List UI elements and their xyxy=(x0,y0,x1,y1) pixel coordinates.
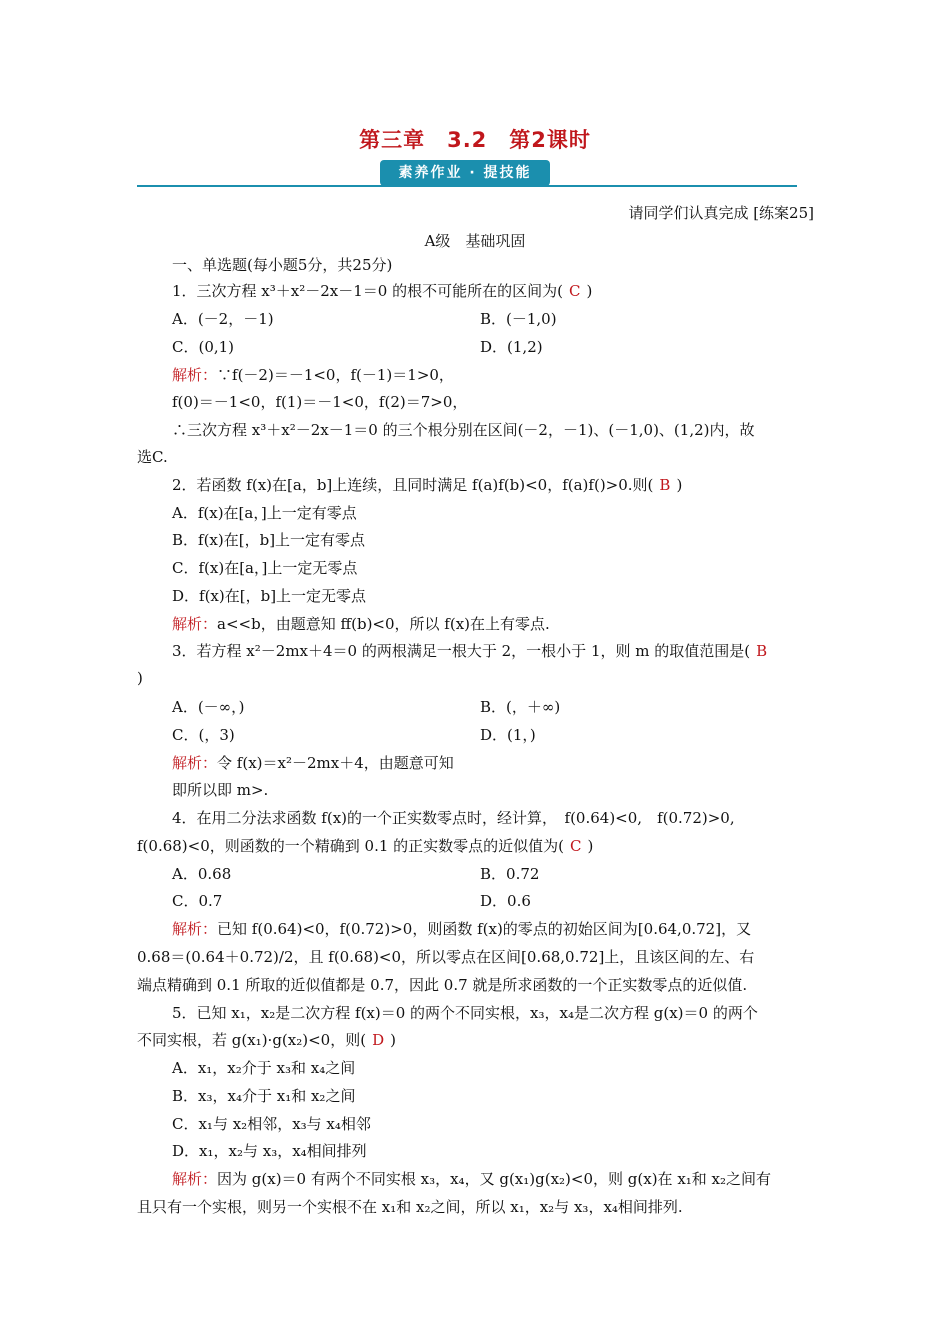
question-3-explanation: 解析：令 f(x)＝x²－2mx＋4，由题意可知 xyxy=(172,754,454,772)
question-4-explanation-line: 0.68＝(0.64＋0.72)/2，且 f(0.68)<0，所以零点在区间[0.68,0.72]上，且该区间的左、右 xyxy=(137,948,755,966)
question-3-option-a: A．(－∞，) xyxy=(172,698,245,716)
explanation-label: 解析： xyxy=(172,615,218,633)
question-4-option-d: D．0.6 xyxy=(480,892,531,910)
question-5-option-a: A．x₁，x₂介于 x₃和 x₄之间 xyxy=(172,1059,356,1077)
question-2-option-a: A．f(x)在[a，]上一定有零点 xyxy=(172,504,357,522)
explanation-label: 解析： xyxy=(172,754,218,772)
header-divider xyxy=(137,185,797,187)
question-3-stem: 3．若方程 x²－2mx＋4＝0 的两根满足一根大于 2，一根小于 1，则 m 的取值范围是( B xyxy=(172,641,773,661)
question-5-option-d: D．x₁，x₂与 x₃，x₄相间排列 xyxy=(172,1142,367,1160)
question-2-option-d: D．f(x)在[，b]上一定无零点 xyxy=(172,587,367,605)
page-title: 第三章 3.2 第2课时 xyxy=(359,128,591,152)
question-2-option-b: B．f(x)在[，b]上一定有零点 xyxy=(172,531,366,549)
question-1-explanation-line: ∴三次方程 x³＋x²－2x－1＝0 的三个根分别在区间(－2，－1)、(－1,0)、(1,2)内，故 xyxy=(172,421,755,439)
question-2-stem: 2．若函数 f(x)在[a，b]上连续，且同时满足 f(a)f(b)<0，f(a)f()>0.则( B ) xyxy=(172,476,683,494)
question-4-stem: 4．在用二分法求函数 f(x)的一个正实数零点时，经计算， f(0.64)<0, f(0.72)>0, xyxy=(172,809,735,827)
explanation-label: 解析： xyxy=(172,1170,218,1188)
question-4-explanation: 解析：已知 f(0.64)<0，f(0.72)>0，则函数 f(x)的零点的初始区间为[0.64,0.72]，又 xyxy=(172,920,752,938)
question-5-option-c: C．x₁与 x₂相邻，x₃与 x₄相邻 xyxy=(172,1115,371,1133)
question-4-stem-line: f(0.68)<0，则函数的一个精确到 0.1 的正实数零点的近似值为( C ) xyxy=(137,837,594,855)
question-3-answer: B xyxy=(756,642,768,660)
question-1-explanation-line: 选C. xyxy=(137,448,168,466)
explanation-label: 解析： xyxy=(172,366,218,384)
question-4-option-b: B．0.72 xyxy=(480,865,540,883)
question-5-explanation-line: 且只有一个实根，则另一个实根不在 x₁和 x₂之间，所以 x₁，x₂与 x₃，x₄相间排列. xyxy=(137,1198,683,1216)
question-5-stem-line: 不同实根，若 g(x₁)·g(x₂)<0，则( D ) xyxy=(137,1031,396,1049)
question-1-answer: C xyxy=(568,282,581,300)
question-3-stem-close: ) xyxy=(137,669,143,687)
question-1-stem: 1．三次方程 x³＋x²－2x－1＝0 的根不可能所在的区间为( C ) xyxy=(172,282,593,300)
practice-instruction: 请同学们认真完成 [练案25] xyxy=(628,204,814,222)
question-1-option-a: A．(－2，－1) xyxy=(172,310,274,328)
question-3-option-c: C．(，3) xyxy=(172,726,235,744)
question-1-explanation-line: f(0)＝－1<0，f(1)＝－1<0，f(2)＝7>0， xyxy=(172,393,468,411)
question-5-explanation: 解析：因为 g(x)＝0 有两个不同实根 x₃，x₄，又 g(x₁)g(x₂)<0，则 g(x)在 x₁和 x₂之间有 xyxy=(172,1170,772,1188)
question-2-explanation: 解析：a<<b，由题意知 ff(b)<0，所以 f(x)在上有零点. xyxy=(172,615,550,633)
question-3-option-d: D．(1，) xyxy=(480,726,536,744)
question-1-explanation: 解析：∵f(－2)＝－1<0，f(－1)＝1>0， xyxy=(172,366,454,384)
question-4-option-a: A．0.68 xyxy=(172,865,232,883)
question-4-answer: C xyxy=(570,837,582,855)
level-title: A级 基础巩固 xyxy=(424,232,526,250)
question-3-option-b: B．(，＋∞) xyxy=(480,698,561,716)
question-1-option-c: C．(0,1) xyxy=(172,338,235,356)
question-5-answer: D xyxy=(372,1031,385,1049)
section-badge: 素养作业 · 提技能 xyxy=(380,160,550,186)
question-5-option-b: B．x₃，x₄介于 x₁和 x₂之间 xyxy=(172,1087,356,1105)
question-5-stem: 5．已知 x₁，x₂是二次方程 f(x)＝0 的两个不同实根，x₃，x₄是二次方程 g(x)＝0 的两个 xyxy=(172,1004,758,1022)
question-1-option-d: D．(1,2) xyxy=(480,338,543,356)
question-4-option-c: C．0.7 xyxy=(172,892,223,910)
question-2-answer: B xyxy=(659,476,671,494)
question-4-explanation-line: 端点精确到 0.1 所取的近似值都是 0.7，因此 0.7 就是所求函数的一个正实数零点的近似值. xyxy=(137,976,748,994)
question-3-explanation-line: 即所以即 m>. xyxy=(172,781,269,799)
question-1-option-b: B．(－1,0) xyxy=(480,310,557,328)
section-title: 一、单选题(每小题5分，共25分) xyxy=(172,256,393,274)
question-2-option-c: C．f(x)在[a，]上一定无零点 xyxy=(172,559,358,577)
explanation-label: 解析： xyxy=(172,920,218,938)
